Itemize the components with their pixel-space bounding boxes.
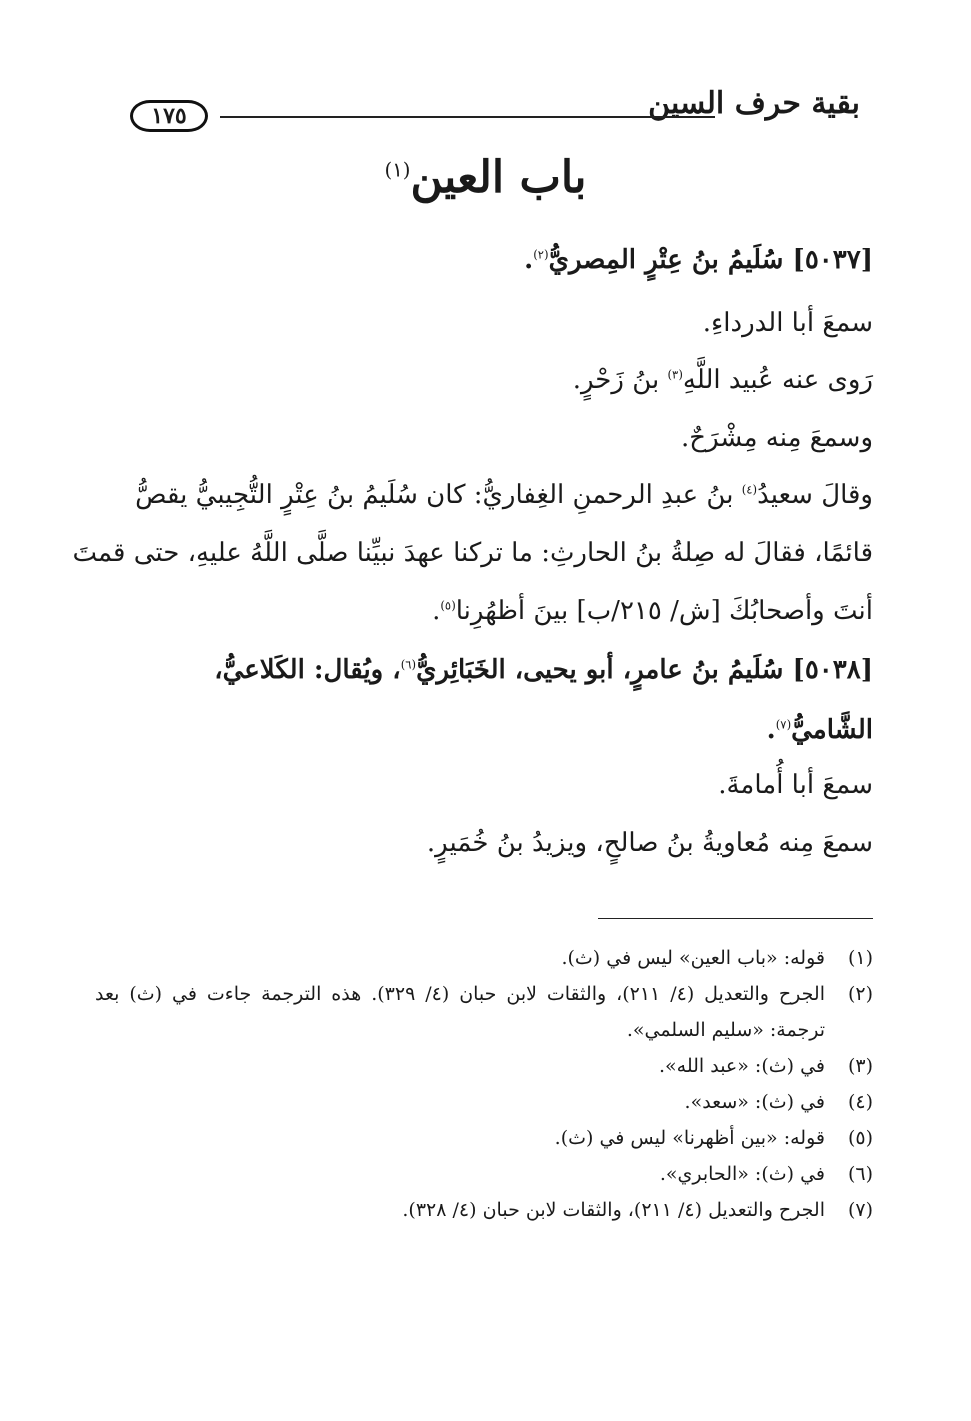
- footnote-text: قوله: «باب العين» ليس في (ث).: [561, 947, 825, 969]
- footnote-text: قوله: «بين أظهرنا» ليس في (ث).: [554, 1127, 825, 1149]
- footnote-number: (٦): [847, 1163, 873, 1185]
- footnote-text: في (ث): «سعد».: [684, 1091, 825, 1113]
- footnote-text: الجرح والتعديل (٤/ ٢١١)، والثقات لابن حبان (٤/ ٣٢٩). هذه الترجمة جاءت في (ث) بعد ترجمة: «سليم السلمي».: [95, 983, 825, 1041]
- text-span: أنتَ وأصحابُكَ [ش/ ٢١٥/ب] بينَ أظهُرِنا: [455, 596, 873, 626]
- text-span: وقالَ سعيدُ: [757, 480, 873, 510]
- footnote-text: في (ث): «عبد الله».: [658, 1055, 825, 1077]
- footnote-text: الجرح والتعديل (٤/ ٢١١)، والثقات لابن حبان (٤/ ٣٢٨).: [402, 1199, 825, 1221]
- footnote-item: [95, 940, 873, 976]
- footnote-number: (٢): [847, 983, 873, 1005]
- footnote-item: [95, 1048, 873, 1084]
- footnote-number: (١): [847, 947, 873, 969]
- footnote-ref: (٣): [667, 367, 683, 382]
- text-line: وسمعَ مِنه مِشْرَحٌ.: [681, 423, 873, 453]
- text-span: .: [432, 596, 441, 626]
- entry-heading-end: .: [524, 245, 534, 275]
- chapter-title-text: باب العين: [410, 152, 587, 203]
- text-line: [95, 365, 873, 395]
- text-span: بنُ عبدِ الرحمنِ الغِفاريُّ: كان سُلَيمُ بنُ عِتْرٍ التُّجِيبيُّ يقصُّ: [135, 480, 742, 510]
- text-span: رَوى عنه عُبيد اللَّهِ: [682, 365, 873, 395]
- footnote-text: في (ث): «الحابري».: [659, 1163, 825, 1185]
- page-header: [130, 86, 860, 136]
- page-number: ١٧٥: [130, 100, 208, 132]
- text-line: سمعَ مِنه مُعاويةُ بنُ صالحٍ، ويزيدُ بنُ خُمَيرٍ.: [426, 828, 873, 858]
- footnote-item: [95, 1084, 873, 1120]
- footnote-number: (٧): [847, 1199, 873, 1221]
- text-line: قائمًا، فقالَ له صِلةُ بنُ الحارثِ: ما تركنا عهدَ نبيِّنا صلَّى اللَّهُ عليهِ، حتى قمتَ: [72, 538, 873, 568]
- entry-heading-cont: [95, 715, 873, 745]
- chapter-title: [0, 152, 971, 203]
- text-line: سمعَ أبا أُمامةَ.: [718, 770, 873, 800]
- entry-heading-end: .: [766, 715, 776, 745]
- footnote-item: [95, 1156, 873, 1192]
- footnote-ref: (٢): [533, 247, 549, 262]
- footnote-ref: (١): [384, 158, 411, 182]
- footnotes: [95, 940, 873, 1228]
- footnote-number: (٥): [847, 1127, 873, 1149]
- text-line: سمعَ أبا الدرداءِ.: [702, 308, 873, 338]
- footnote-rule: [598, 918, 873, 919]
- entry-heading-text: [٥٠٣٨] سُلَيمُ بنُ عامرٍ، أبو يحيى، الخَبَائِريُّ: [416, 655, 873, 685]
- text-span: بنُ زَحْرٍ.: [572, 365, 660, 395]
- footnote-number: (٣): [847, 1055, 873, 1077]
- entry-heading-5038: [95, 655, 873, 685]
- text-line: [95, 596, 873, 626]
- footnote-ref: (٧): [775, 717, 792, 732]
- entry-heading-text: [٥٠٣٧] سُلَيمُ بنُ عِتْرٍ المِصريُّ: [548, 245, 873, 275]
- header-rule: [220, 116, 715, 118]
- entry-heading-text: الشَّاميُّ: [791, 715, 873, 745]
- running-head: بقية حرف السين: [648, 86, 860, 121]
- footnote-ref: (٦): [400, 657, 417, 672]
- footnote-ref: (٤): [741, 482, 758, 497]
- entry-heading-5037: [95, 245, 873, 275]
- text-line: [95, 480, 873, 510]
- footnote-ref: (٥): [440, 598, 456, 613]
- footnote-item: [95, 1120, 873, 1156]
- entry-heading-text: ، ويُقال: الكَلاعيُّ،: [214, 655, 401, 685]
- footnote-item: [95, 976, 873, 1048]
- footnote-item: [95, 1192, 873, 1228]
- footnote-number: (٤): [847, 1091, 873, 1113]
